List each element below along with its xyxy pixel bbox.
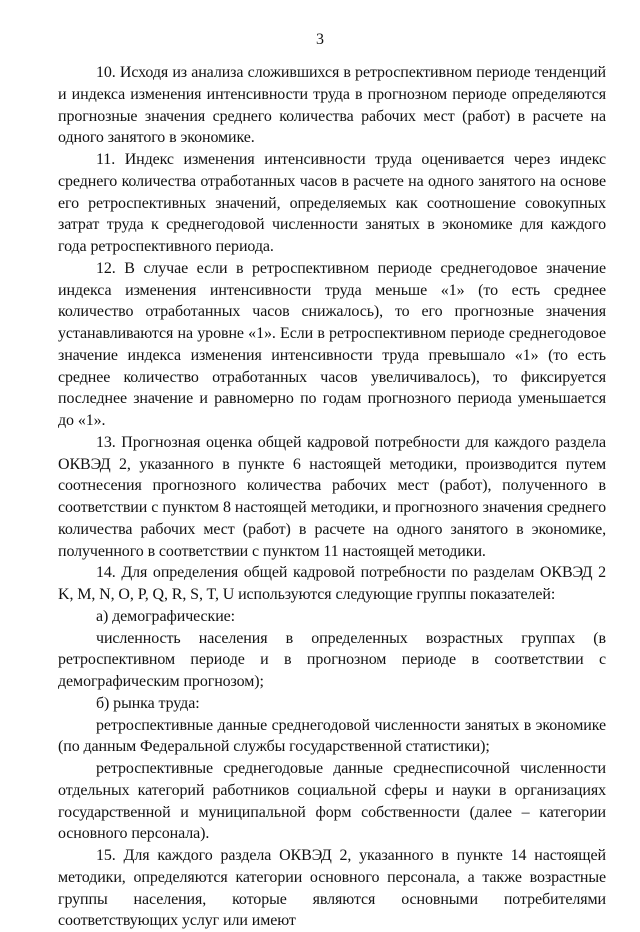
subitem-labor-market: б) рынка труда: xyxy=(96,694,200,712)
document-body xyxy=(58,62,606,932)
paragraph-15: 15. Для каждого раздела ОКВЭД 2, указанного в пункте 14 настоящей методики, определяются категории основного персонала, а также возрастные группы населения, которые являются основными потребителями соответствующих услуг или имеют xyxy=(58,847,606,930)
paragraph-14: 14. Для определения общей кадровой потребности по разделам ОКВЭД 2 K, M, N, O, P, Q, R, S, T, U используются следующие группы показателей: xyxy=(58,564,606,603)
paragraph-11: 11. Индекс изменения интенсивности труда оценивается через индекс среднего количества отработанных часов в расчете на одного занятого на основе его ретроспективных значений, определяемых как соотношение совокупных затрат труда к среднегодовой численности занятых в экономике для каждого года ретроспективного периода. xyxy=(58,151,606,255)
labor-market-employment: ретроспективные данные среднегодовой численности занятых в экономике (по данным Федеральной службы государственной статистики); xyxy=(58,716,606,756)
labor-market-staff-categories: ретроспективные среднегодовые данные среднесписочной численности отдельных категорий работников социальной сферы и науки в организациях государственной и муниципальной форм собственности (далее – категории основного персонала). xyxy=(58,760,606,843)
subitem-demographic: а) демографические: xyxy=(96,607,236,625)
demographic-population: численность населения в определенных возрастных группах (в ретроспективном периоде и в прогнозном периоде в соответствии с демографическим прогнозом); xyxy=(58,629,606,690)
page-number: 3 xyxy=(316,31,324,48)
paragraph-13: 13. Прогнозная оценка общей кадровой потребности для каждого раздела ОКВЭД 2, указанного в пункте 6 настоящей методики, производится путем соотнесения прогнозного количества рабочих мест (работ), полученного в соответствии с пунктом 8 настоящей методики, и прогнозного значения среднего количества рабочих мест (работ) в расчете на одного занятого в экономике, полученного в соответствии с пунктом 11 настоящей методики. xyxy=(58,433,606,560)
paragraph-12: 12. В случае если в ретроспективном периоде среднегодовое значение индекса изменения интенсивности труда меньше «1» (то есть среднее количество отработанных часов снижалось), то его прогнозные значения устанавливаются на уровне «1». Если в ретроспективном периоде среднегодовое значение индекса изменения интенсивности труда превышало «1» (то есть среднее количество отработанных часов увеличивалось), то фиксируется последнее значение и равномерно по годам прогнозного периода уменьшается до «1». xyxy=(58,259,606,429)
paragraph-10: 10. Исходя из анализа сложившихся в ретроспективном периоде тенденций и индекса изменения интенсивности труда в прогнозном периоде определяются прогнозные значения среднего количества рабочих мест (работ) в расчете на одного занятого в экономике. xyxy=(58,64,606,147)
